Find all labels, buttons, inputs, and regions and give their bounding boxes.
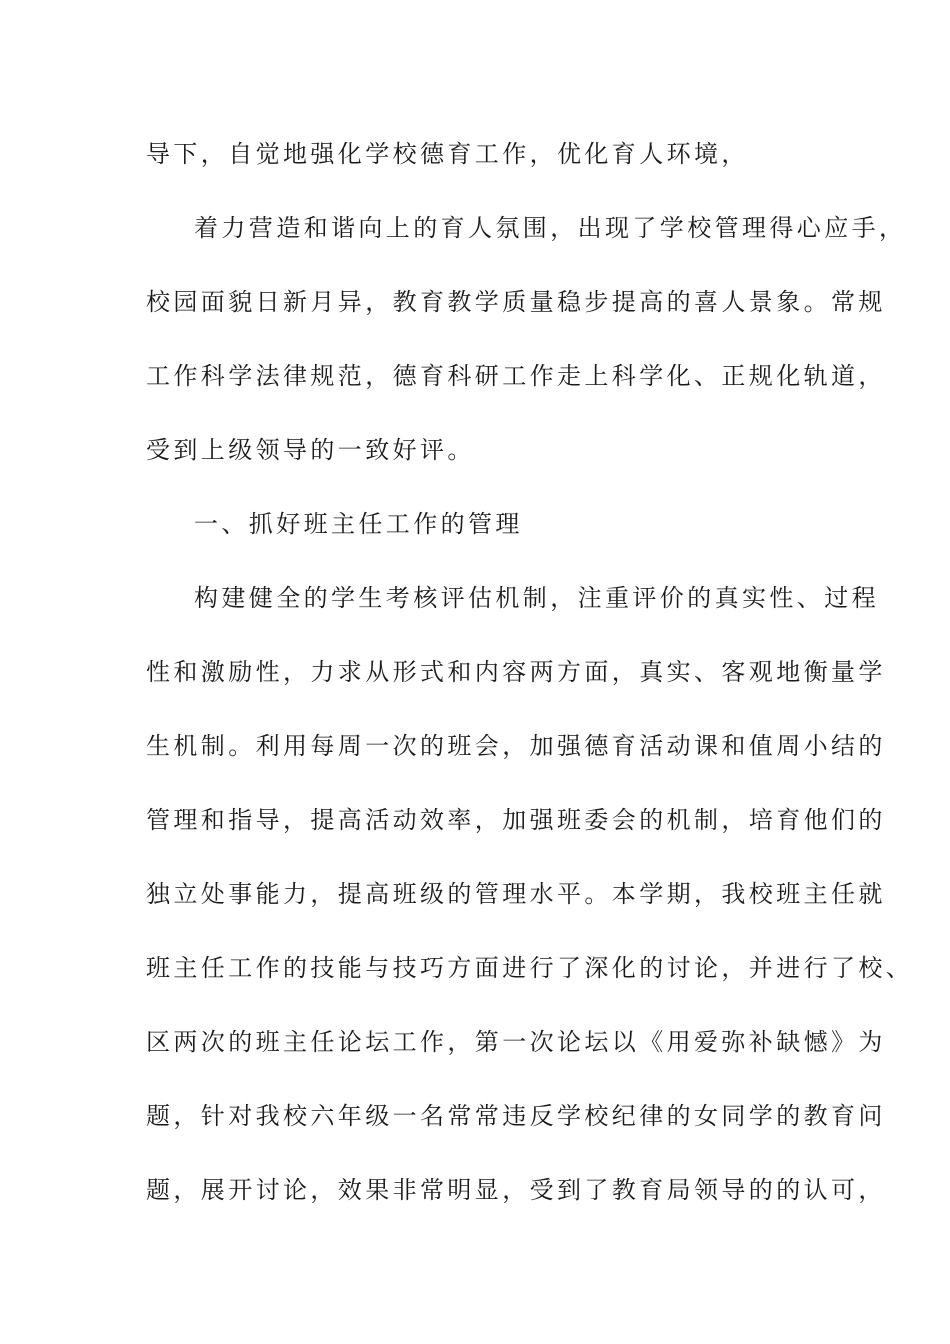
text-line: 区两次的班主任论坛工作，第一次论坛以《用爱弥补缺憾》为 xyxy=(146,1028,886,1056)
text-line: 工作科学法律规范，德育科研工作走上科学化、正规化轨道， xyxy=(146,362,886,390)
text-line: 受到上级领导的一致好评。 xyxy=(146,436,475,464)
text-line: 性和激励性，力求从形式和内容两方面，真实、客观地衡量学 xyxy=(146,658,886,686)
paragraph-line: 构建健全的学生考核评估机制，注重评价的真实性、过程 xyxy=(194,584,879,612)
text-line: 管理和指导，提高活动效率，加强班委会的机制，培育他们的 xyxy=(146,806,886,834)
text-line: 题，展开讨论，效果非常明显，受到了教育局领导的的认可， xyxy=(146,1176,886,1204)
text-line: 题，针对我校六年级一名常常违反学校纪律的女同学的教育问 xyxy=(146,1102,886,1130)
text-line: 校园面貌日新月异，教育教学质量稳步提高的喜人景象。常规 xyxy=(146,288,886,316)
text-line: 导下，自觉地强化学校德育工作，优化育人环境， xyxy=(146,140,749,168)
section-heading: 一、抓好班主任工作的管理 xyxy=(194,510,523,538)
text-line: 独立处事能力，提高班级的管理水平。本学期，我校班主任就 xyxy=(146,880,886,908)
text-line: 生机制。利用每周一次的班会，加强德育活动课和值周小结的 xyxy=(146,732,886,760)
paragraph-line: 着力营造和谐向上的育人氛围，出现了学校管理得心应手， xyxy=(194,214,907,242)
text-line: 班主任工作的技能与技巧方面进行了深化的讨论，并进行了校、 xyxy=(146,954,914,982)
